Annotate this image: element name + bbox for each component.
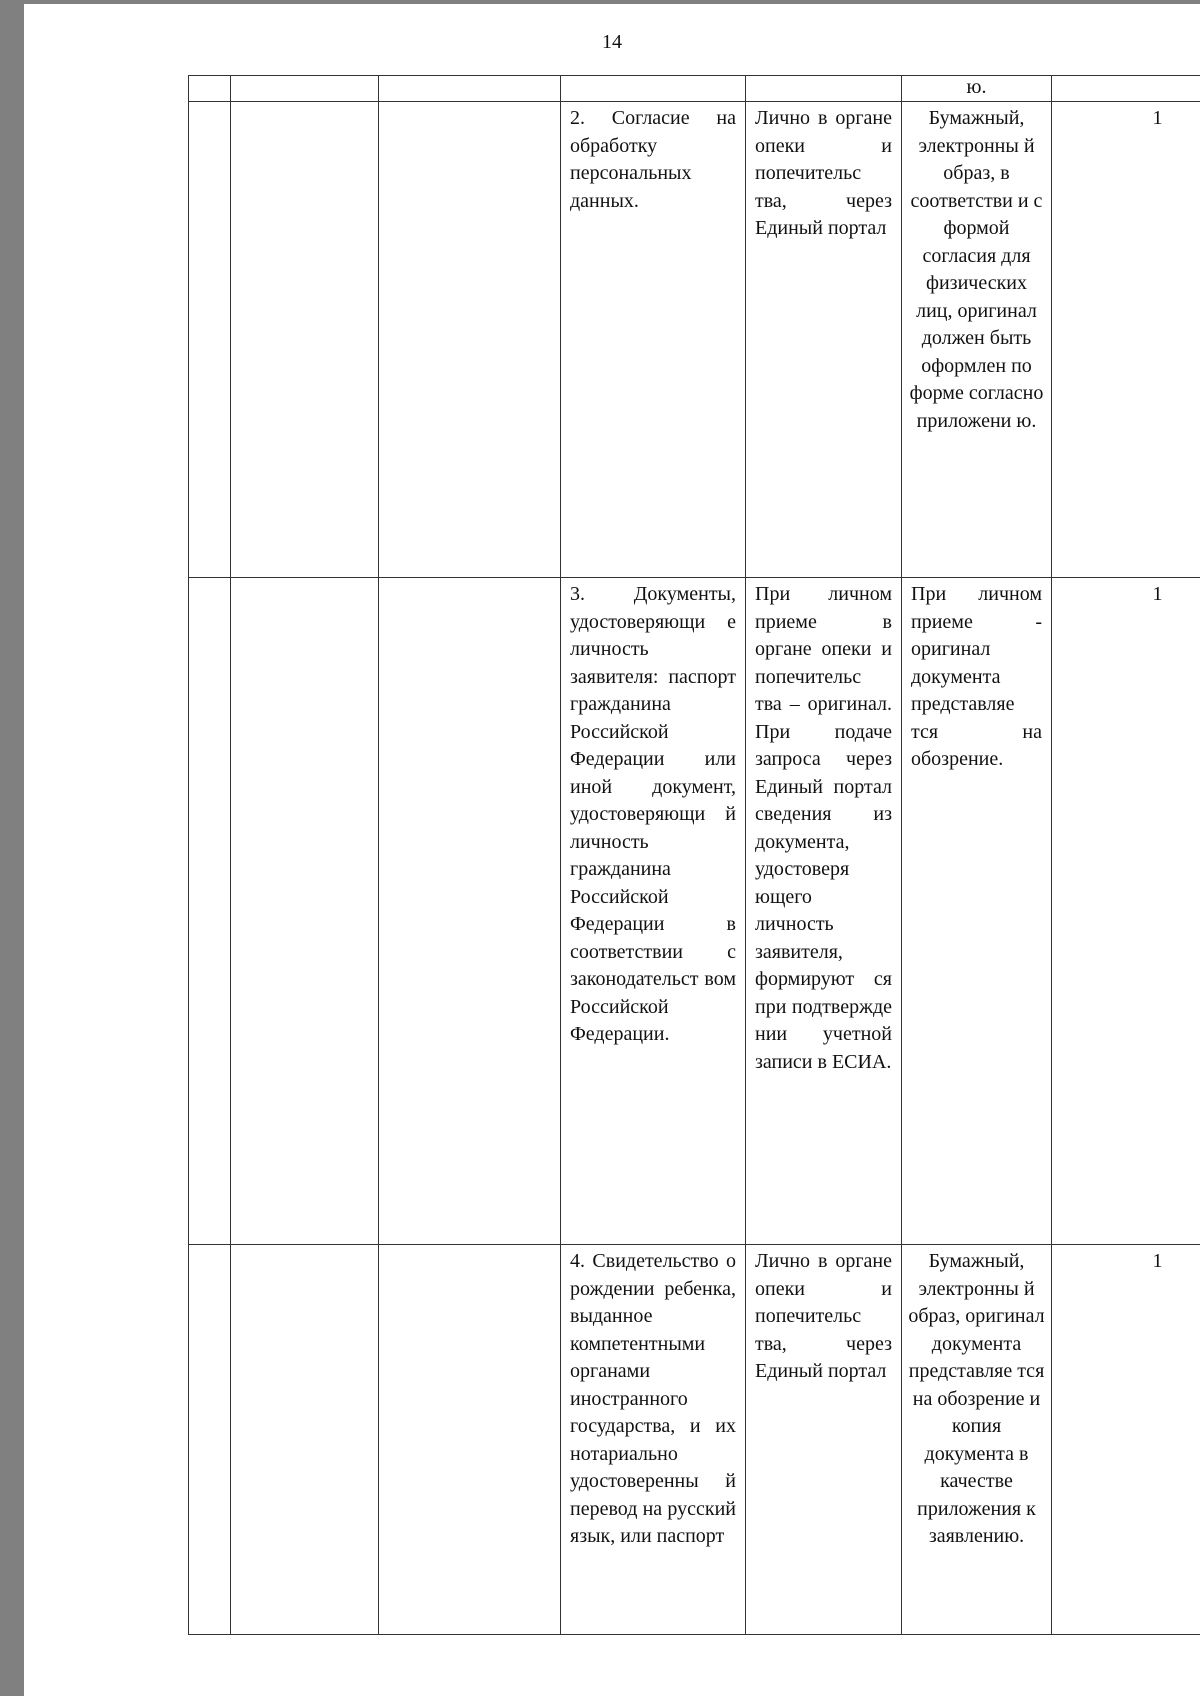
table-cell [231,1245,379,1635]
table-row [189,102,1200,578]
document-name-cell: 2. Согласие на обработку персональных данных. [561,102,746,578]
table-cell [231,76,379,102]
table-cell [231,578,379,1245]
submission-method-cell: При личном приеме в органе опеки и попечительс тва – оригинал. При подаче запроса через Единый портал сведения из документа, удостоверя ющего личность заявителя, формируют ся при подтвержде нии учетной записи в ЕСИА. [746,578,902,1245]
document-page [24,4,1200,1696]
documents-table [188,75,1200,1635]
submission-method-cell: Лично в органе опеки и попечительс тва, через Единый портал [746,102,902,578]
table-cell [379,578,561,1245]
count-cell: 1 [1052,102,1200,578]
table-row [189,578,1200,1245]
table-cell [189,1245,231,1635]
form-requirements-cell [902,76,1052,102]
page-number: 14 [602,31,622,53]
form-requirements-cell: Бумажный, электронны й образ, в соответстви и с формой согласия для физических лиц, оригинал должен быть оформлен по форме согласно приложени ю. [902,102,1052,578]
continuation-text: ю. [966,76,987,98]
table-cell [379,102,561,578]
table-row [189,1245,1200,1635]
table-cell [561,76,746,102]
document-name-cell: 3. Документы, удостоверяющи е личность заявителя: паспорт гражданина Российской Федерации или иной документ, удостоверяющи й личность гражданина Российской Федерации в соответствии с законодательст вом Российской Федерации. [561,578,746,1245]
table-cell [379,1245,561,1635]
count-cell: 1 [1052,578,1200,1245]
table-row-continuation [189,76,1200,102]
table-cell [1052,76,1200,102]
form-requirements-cell: При личном приеме - оригинал документа представляе тся на обозрение. [902,578,1052,1245]
table-cell [379,76,561,102]
count-cell: 1 [1052,1245,1200,1635]
form-requirements-cell: Бумажный, электронны й образ, оригинал документа представляе тся на обозрение и копия документа в качестве приложения к заявлению. [902,1245,1052,1635]
table-cell [189,578,231,1245]
submission-method-cell: Лично в органе опеки и попечительс тва, через Единый портал [746,1245,902,1635]
table-cell [189,102,231,578]
table-cell [746,76,902,102]
table-cell [189,76,231,102]
document-name-cell: 4. Свидетельство о рождении ребенка, выданное компетентными органами иностранного государства, и их нотариально удостоверенны й перевод на русский язык, или паспорт [561,1245,746,1635]
table-cell [231,102,379,578]
